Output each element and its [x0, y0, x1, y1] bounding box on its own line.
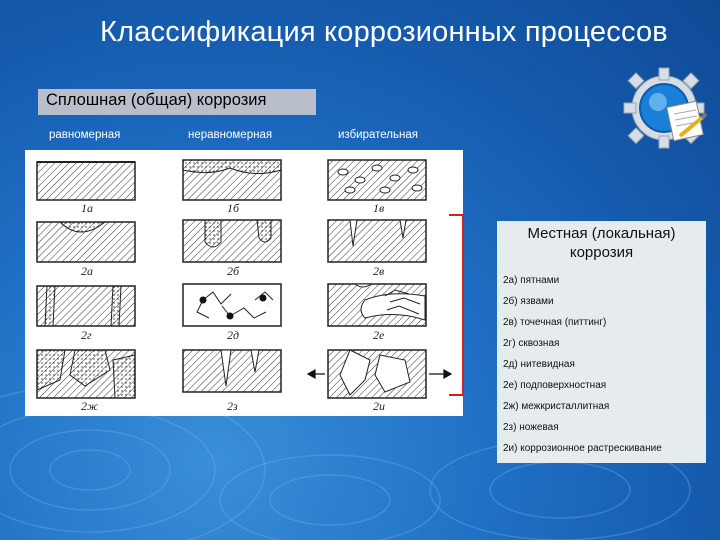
local-item-2zh: 2ж) межкристаллитная: [503, 401, 610, 412]
diagram-2z: [183, 350, 281, 392]
local-item-2d: 2д) нитевидная: [503, 359, 575, 370]
label-2e: 2е: [373, 328, 385, 342]
label-1b: 1б: [227, 201, 240, 215]
subtype-uniform: равномерная: [49, 129, 121, 141]
diagram-2i: [308, 350, 451, 398]
local-item-2e: 2е) подповерхностная: [503, 380, 607, 391]
label-2d: 2д: [227, 328, 240, 342]
diagram-2a: [37, 222, 135, 262]
diagram-2b: [183, 220, 281, 262]
label-2zh: 2ж: [81, 399, 99, 413]
label-2g: 2г: [81, 328, 92, 342]
diagram-2zh: [37, 350, 135, 398]
general-corrosion-heading: Сплошная (общая) коррозия: [38, 89, 316, 115]
label-2a: 2а: [81, 264, 93, 278]
subtype-selective: избирательная: [338, 129, 418, 141]
label-2v: 2в: [373, 264, 385, 278]
label-2b: 2б: [227, 264, 240, 278]
diagram-1v: [328, 160, 426, 200]
local-item-2a: 2а) пятнами: [503, 275, 560, 286]
label-2i: 2и: [373, 399, 385, 413]
diagram-2d: [183, 284, 281, 326]
diagram-1b: [183, 160, 281, 200]
label-1v: 1в: [373, 201, 385, 215]
diagram-2e: [328, 284, 426, 326]
local-item-2b: 2б) язвами: [503, 296, 554, 307]
label-2z: 2з: [227, 399, 238, 413]
label-1a: 1а: [81, 201, 93, 215]
diagram-2g: [37, 286, 135, 326]
local-item-2g: 2г) сквозная: [503, 338, 560, 349]
local-corrosion-bracket: [447, 214, 465, 396]
diagram-1a: [37, 162, 135, 200]
local-item-2v: 2в) точечная (питтинг): [503, 317, 607, 328]
corrosion-diagram-panel: [25, 150, 463, 416]
subtype-nonuniform: неравномерная: [188, 129, 273, 141]
local-item-2i: 2и) коррозионное растрескивание: [503, 443, 662, 454]
local-corrosion-box: [497, 221, 706, 463]
diagram-2v: [328, 220, 426, 262]
local-corrosion-heading: Местная (локальная) коррозия: [527, 225, 676, 261]
local-item-2z: 2з) ножевая: [503, 422, 559, 433]
slide-title: Классификация коррозионных процессов: [100, 16, 668, 48]
gear-logo-icon: [620, 64, 712, 156]
corrosion-diagrams: [25, 150, 463, 416]
